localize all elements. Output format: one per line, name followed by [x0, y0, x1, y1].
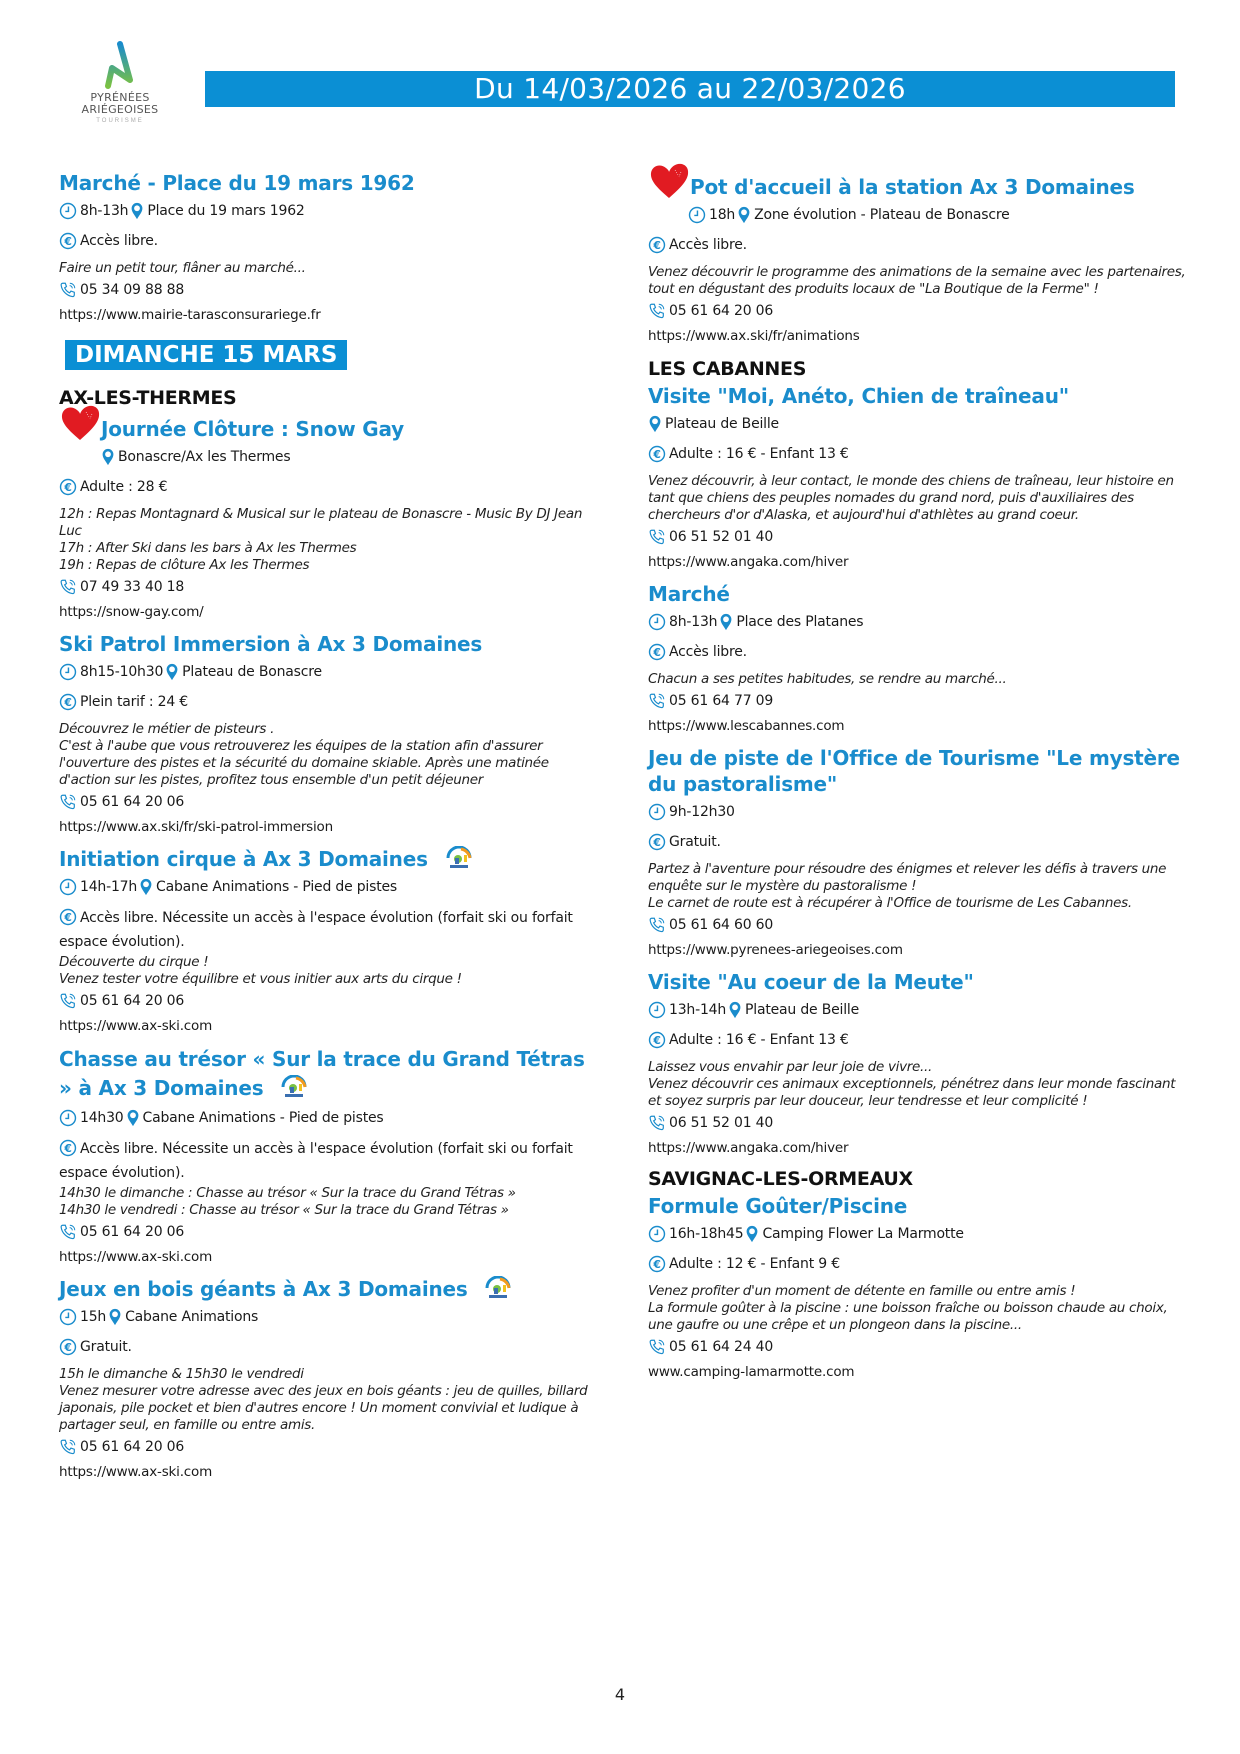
event-snow-gay — [59, 412, 599, 621]
event-price: Accès libre. Nécessite un accès à l'espace évolution (forfait ski ou forfait espace évolution). — [59, 910, 573, 950]
clock-icon — [59, 202, 77, 220]
euro-icon — [648, 643, 666, 661]
location-pin-icon — [130, 202, 144, 220]
location-pin-icon — [108, 1308, 122, 1326]
event-url[interactable]: https://www.ax-ski.com — [59, 1249, 213, 1265]
price-row — [59, 1137, 599, 1185]
event-time: 15h — [80, 1309, 107, 1325]
euro-icon — [59, 693, 77, 711]
event-description: Venez découvrir, à leur contact, le monde des chiens de traîneau, leur histoire en tant que chiens des peuples nomades du grand nord, puis d'auxiliaires des chercheurs d'or d'Alaska, et aujourd'hui d'athlètes au grand coeur. — [648, 473, 1174, 523]
event-description: Venez profiter d'un moment de détente en famille ou entre amis ! La formule goûter à la piscine : une boisson fraîche ou boisson chaude au choix, une gaufre ou une crêpe et un plongeon dans la piscine... — [648, 1283, 1168, 1333]
time-location-row — [59, 878, 599, 896]
logo-line-3: TOURISME — [96, 118, 144, 124]
event-price: Accès libre. Nécessite un accès à l'espace évolution (forfait ski ou forfait espace évolution). — [59, 1141, 573, 1181]
phone-row — [59, 281, 599, 299]
event-phone[interactable]: 05 61 64 20 06 — [80, 794, 185, 810]
clock-icon — [59, 878, 77, 896]
location-pin-icon — [728, 1001, 742, 1019]
phone-row — [648, 916, 1188, 934]
event-location: Place des Platanes — [736, 614, 864, 630]
euro-icon — [648, 236, 666, 254]
event-time: 16h-18h45 — [669, 1226, 744, 1242]
event-formule-gouter — [648, 1193, 1188, 1381]
event-url[interactable]: https://www.mairie-tarasconsurariege.fr — [59, 307, 321, 323]
event-location: Plateau de Beille — [745, 1002, 859, 1018]
location-row — [648, 415, 1188, 433]
logo-line-2: ARIÉGEOISES — [81, 103, 159, 116]
euro-icon — [648, 1031, 666, 1049]
price-row — [648, 236, 1188, 254]
event-location: Cabane Animations - Pied de pistes — [156, 879, 397, 895]
time-row — [648, 803, 1188, 821]
location-pin-icon — [126, 1109, 140, 1127]
phone-row — [648, 528, 1188, 546]
price-row — [59, 232, 599, 250]
euro-icon — [59, 908, 77, 926]
price-row — [59, 693, 599, 711]
event-time: 8h-13h — [669, 614, 718, 630]
event-location: Camping Flower La Marmotte — [762, 1226, 964, 1242]
heart-icon — [59, 404, 101, 442]
time-location-row — [59, 1109, 599, 1127]
city-heading: SAVIGNAC-LES-ORMEAUX — [648, 1168, 913, 1190]
event-time: 9h-12h30 — [669, 804, 735, 820]
event-url[interactable]: https://www.angaka.com/hiver — [648, 554, 849, 570]
city-heading: AX-LES-THERMES — [59, 387, 237, 409]
event-time: 14h-17h — [80, 879, 138, 895]
event-price: Accès libre. — [669, 644, 747, 660]
event-price: Plein tarif : 24 € — [80, 694, 188, 710]
time-location-row — [648, 206, 1188, 224]
event-location: Cabane Animations — [125, 1309, 259, 1325]
euro-icon — [59, 1338, 77, 1356]
event-title: Formule Goûter/Piscine — [648, 1194, 908, 1218]
event-title: Journée Clôture : Snow Gay — [101, 417, 404, 441]
event-description: Chacun a ses petites habitudes, se rendre au marché... — [648, 671, 1007, 687]
time-location-row — [648, 613, 1188, 631]
phone-row — [59, 793, 599, 811]
event-url[interactable]: https://www.ax.ski/fr/ski-patrol-immersion — [59, 819, 333, 835]
clock-icon — [648, 803, 666, 821]
cabane-animations-icon — [280, 1075, 308, 1099]
event-phone[interactable]: 05 61 64 20 06 — [80, 1439, 185, 1455]
clock-icon — [59, 1109, 77, 1127]
event-phone[interactable]: 06 51 52 01 40 — [669, 529, 774, 545]
event-phone[interactable]: 05 61 64 20 06 — [669, 303, 774, 319]
event-jeux-en-bois — [59, 1276, 599, 1481]
time-location-row — [59, 1308, 599, 1326]
event-url[interactable]: https://www.ax-ski.com — [59, 1464, 213, 1480]
event-location: Plateau de Beille — [665, 416, 779, 432]
phone-icon — [648, 692, 666, 710]
event-phone[interactable]: 07 49 33 40 18 — [80, 579, 185, 595]
event-description: Faire un petit tour, flâner au marché... — [59, 260, 306, 276]
event-url[interactable]: https://www.ax.ski/fr/animations — [648, 328, 860, 344]
euro-icon — [59, 478, 77, 496]
location-pin-icon — [719, 613, 733, 631]
price-row — [59, 1338, 599, 1356]
phone-row — [59, 578, 599, 596]
event-title: Visite "Moi, Anéto, Chien de traîneau" — [648, 384, 1069, 408]
event-title: Marché - Place du 19 mars 1962 — [59, 171, 415, 195]
event-location: Zone évolution - Plateau de Bonascre — [754, 207, 1010, 223]
price-row — [648, 1031, 1188, 1049]
phone-icon — [59, 1223, 77, 1241]
event-location: Cabane Animations - Pied de pistes — [142, 1110, 384, 1126]
phone-icon — [648, 302, 666, 320]
event-url[interactable]: www.camping-lamarmotte.com — [648, 1364, 855, 1380]
event-location: Plateau de Bonascre — [182, 664, 322, 680]
event-phone[interactable]: 05 61 64 77 09 — [669, 693, 774, 709]
event-price: Accès libre. — [80, 233, 158, 249]
day-banner: DIMANCHE 15 MARS — [65, 340, 347, 370]
event-description: 12h : Repas Montagnard & Musical sur le plateau de Bonascre - Music By DJ Jean Luc 17h : After Ski dans les bars à Ax les Thermes 19h : Repas de clôture Ax les Thermes — [59, 506, 583, 573]
price-row — [648, 833, 1188, 851]
location-pin-icon — [648, 415, 662, 433]
event-price: Adulte : 16 € - Enfant 13 € — [669, 1032, 849, 1048]
event-title: Chasse au trésor « Sur la trace du Grand Tétras » à Ax 3 Domaines — [59, 1047, 585, 1100]
phone-icon — [59, 578, 77, 596]
price-row — [648, 643, 1188, 661]
phone-icon — [648, 528, 666, 546]
date-range-banner: Du 14/03/2026 au 22/03/2026 — [205, 71, 1175, 107]
event-marche-cabannes — [648, 581, 1188, 735]
event-visite-aneto — [648, 383, 1188, 571]
event-time: 8h15-10h30 — [80, 664, 164, 680]
clock-icon — [648, 1001, 666, 1019]
euro-icon — [59, 1139, 77, 1157]
phone-row — [648, 1338, 1188, 1356]
time-location-row — [59, 663, 599, 681]
price-row — [648, 1255, 1188, 1273]
phone-row — [59, 1438, 599, 1456]
cabane-animations-icon — [484, 1276, 512, 1300]
event-jeu-de-piste — [648, 745, 1188, 959]
location-pin-icon — [101, 448, 115, 466]
event-description: 14h30 le dimanche : Chasse au trésor « Sur la trace du Grand Tétras » 14h30 le vendredi : Chasse au trésor « Sur la trace du Grand Tétras » — [59, 1185, 516, 1218]
phone-icon — [648, 916, 666, 934]
heart-icon — [648, 162, 690, 200]
phone-row — [648, 692, 1188, 710]
event-chasse-au-tresor — [59, 1045, 599, 1266]
event-url[interactable]: https://www.ax-ski.com — [59, 1018, 213, 1034]
logo — [70, 40, 170, 140]
left-column — [59, 170, 599, 1491]
event-phone[interactable]: 05 61 64 20 06 — [80, 1224, 185, 1240]
event-initiation-cirque — [59, 846, 599, 1035]
logo-mark-icon — [100, 40, 140, 92]
location-pin-icon — [139, 878, 153, 896]
event-marche-tarascon — [59, 170, 599, 324]
cabane-animations-icon — [445, 846, 473, 870]
event-description: Laissez vous envahir par leur joie de vivre... Venez découvrir ces animaux exceptionnels, pénétrez dans leur monde fascinant et soyez surpris par leur douceur, leur tendresse et leur complicité ! — [648, 1059, 1176, 1109]
event-coeur-de-la-meute — [648, 969, 1188, 1157]
event-time: 13h-14h — [669, 1002, 727, 1018]
event-time: 8h-13h — [80, 203, 129, 219]
event-url[interactable]: https://www.angaka.com/hiver — [648, 1140, 849, 1156]
clock-icon — [648, 613, 666, 631]
event-title: Marché — [648, 582, 730, 606]
event-price: Adulte : 12 € - Enfant 9 € — [669, 1256, 840, 1272]
event-ski-patrol — [59, 631, 599, 836]
euro-icon — [59, 232, 77, 250]
clock-icon — [59, 1308, 77, 1326]
time-location-row — [648, 1001, 1188, 1019]
phone-row — [59, 1223, 599, 1241]
event-title: Visite "Au coeur de la Meute" — [648, 970, 974, 994]
event-description: Découverte du cirque ! Venez tester votre équilibre et vous initier aux arts du cirque ! — [59, 954, 462, 987]
event-time: 18h — [709, 207, 736, 223]
time-location-row — [648, 1225, 1188, 1243]
phone-icon — [648, 1114, 666, 1132]
phone-icon — [59, 1438, 77, 1456]
euro-icon — [648, 833, 666, 851]
price-row — [59, 906, 599, 954]
location-pin-icon — [165, 663, 179, 681]
event-phone[interactable]: 05 61 64 20 06 — [80, 993, 185, 1009]
event-phone[interactable]: 05 61 64 24 40 — [669, 1339, 774, 1355]
price-row — [648, 445, 1188, 463]
event-location: Bonascre/Ax les Thermes — [118, 449, 291, 465]
event-pot-accueil — [648, 170, 1188, 345]
event-title: Ski Patrol Immersion à Ax 3 Domaines — [59, 632, 483, 656]
logo-line-1: PYRÉNÉES — [90, 91, 150, 104]
event-description: Partez à l'aventure pour résoudre des énigmes et relever les défis à travers une enquête sur le mystère du pastoralisme ! Le carnet de route est à récupérer à l'Office de tourisme de Les Cabannes. — [648, 861, 1167, 911]
phone-row — [648, 302, 1188, 320]
phone-icon — [648, 1338, 666, 1356]
event-phone[interactable]: 06 51 52 01 40 — [669, 1115, 774, 1131]
event-url[interactable]: https://www.pyrenees-ariegeoises.com — [648, 942, 903, 958]
phone-icon — [59, 281, 77, 299]
event-price: Gratuit. — [669, 834, 721, 850]
page-number: 4 — [614, 1685, 626, 1704]
event-title: Pot d'accueil à la station Ax 3 Domaines — [690, 175, 1135, 199]
event-description: Venez découvrir le programme des animations de la semaine avec les partenaires, tout en dégustant des produits locaux de "La Boutique de la Ferme" ! — [648, 264, 1186, 297]
event-price: Gratuit. — [80, 1339, 132, 1355]
phone-row — [648, 1114, 1188, 1132]
location-pin-icon — [745, 1225, 759, 1243]
right-column — [648, 170, 1188, 1391]
euro-icon — [648, 445, 666, 463]
event-phone[interactable]: 05 61 64 60 60 — [669, 917, 774, 933]
phone-row — [59, 992, 599, 1010]
time-location-row — [59, 202, 599, 220]
clock-icon — [688, 206, 706, 224]
event-time: 14h30 — [80, 1110, 124, 1126]
event-title: Initiation cirque à Ax 3 Domaines — [59, 847, 428, 871]
phone-icon — [59, 992, 77, 1010]
event-price: Adulte : 28 € — [80, 479, 168, 495]
phone-icon — [59, 793, 77, 811]
event-description: 15h le dimanche & 15h30 le vendredi Venez mesurer votre adresse avec des jeux en bois géants : jeu de quilles, billard japonais, pile pocket et bien d'autres encore ! Un moment convivial et ludique à partager seul, en famille ou entre amis. — [59, 1366, 588, 1433]
event-url[interactable]: https://www.lescabannes.com — [648, 718, 845, 734]
event-location: Place du 19 mars 1962 — [147, 203, 305, 219]
event-url[interactable]: https://snow-gay.com/ — [59, 604, 204, 620]
euro-icon — [648, 1255, 666, 1273]
event-title: Jeux en bois géants à Ax 3 Domaines — [59, 1277, 468, 1301]
location-pin-icon — [737, 206, 751, 224]
event-price: Adulte : 16 € - Enfant 13 € — [669, 446, 849, 462]
location-row — [59, 448, 599, 466]
event-price: Accès libre. — [669, 237, 747, 253]
clock-icon — [648, 1225, 666, 1243]
event-title: Jeu de piste de l'Office de Tourisme "Le mystère du pastoralisme" — [648, 746, 1180, 796]
price-row — [59, 478, 599, 496]
city-heading: LES CABANNES — [648, 358, 807, 380]
event-phone[interactable]: 05 34 09 88 88 — [80, 282, 185, 298]
clock-icon — [59, 663, 77, 681]
event-description: Découvrez le métier de pisteurs . C'est à l'aube que vous retrouverez les équipes de la station afin d'assurer l'ouverture des pistes et la sécurité du domaine skiable. Après une matinée d'action sur les pistes, profitez tous ensemble d'un petit déjeuner — [59, 721, 549, 788]
